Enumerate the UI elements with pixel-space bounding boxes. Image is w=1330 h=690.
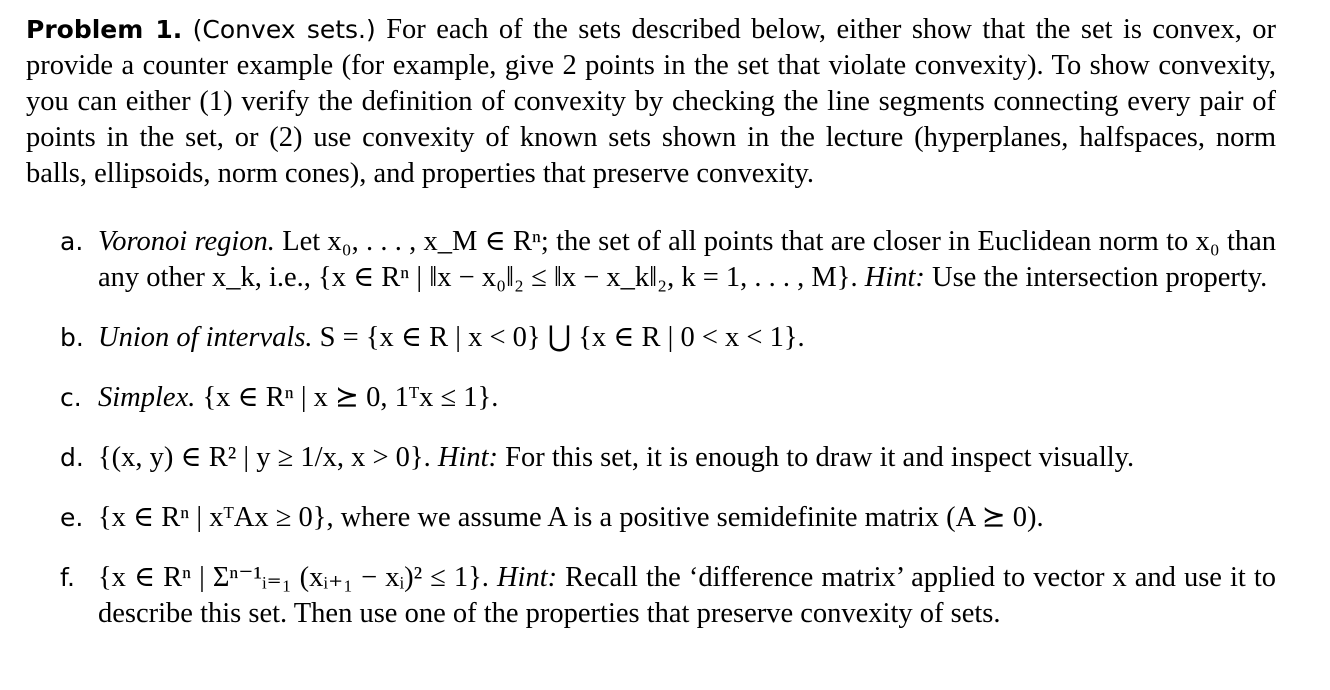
problem-item-b <box>26 320 1276 356</box>
item-marker: c. <box>60 383 82 412</box>
problem-document <box>26 12 1276 632</box>
item-title: Simplex. <box>98 382 196 413</box>
item-title: Voronoi region. <box>98 226 275 257</box>
item-hint: For this set, it is enough to draw it and inspect visually. <box>505 442 1135 473</box>
problem-item-a <box>26 224 1276 296</box>
problem-topic: (Convex sets.) <box>192 15 376 44</box>
item-statement: {(x, y) ∈ R² | y ≥ 1/x, x > 0}. <box>98 442 431 473</box>
item-marker: e. <box>60 503 84 532</box>
problem-item-d <box>26 440 1276 476</box>
item-hint: Use the intersection property. <box>932 262 1268 293</box>
item-hint: Recall the ‘difference matrix’ applied to vector x and use it to describe this set. Then use one of the properties that preserve convexity of sets. <box>98 562 1277 629</box>
item-statement: {x ∈ Rⁿ | Σⁿ⁻¹ᵢ₌₁ (xᵢ₊₁ − xᵢ)² ≤ 1}. <box>98 562 489 593</box>
problem-items-list <box>26 224 1276 632</box>
item-statement: S = {x ∈ R | x < 0} ⋃ {x ∈ R | 0 < x < 1}. <box>319 322 805 353</box>
item-marker: f. <box>60 563 75 592</box>
item-marker: b. <box>60 323 84 352</box>
item-statement: {x ∈ Rⁿ | x ⪰ 0, 1ᵀx ≤ 1}. <box>202 382 499 413</box>
item-marker: d. <box>60 443 84 472</box>
item-hint-label: Hint: <box>864 262 925 293</box>
item-title: Union of intervals. <box>98 322 313 353</box>
problem-item-c <box>26 380 1276 416</box>
item-hint-label: Hint: <box>496 562 558 593</box>
problem-intro-text: For each of the sets described below, either show that the set is convex, or provide a counter example (for example, give 2 points in the set that violate convexity). To show convexity, you can either (1) verify the definition of convexity by checking the line segments connecting every pair of points in the set, or (2) use convexity of known sets shown in the lecture (hyperplanes, halfspaces, norm balls, ellipsoids, norm cones), and properties that preserve convexity. <box>26 14 1277 189</box>
item-hint-label: Hint: <box>437 442 499 473</box>
problem-heading: Problem 1. <box>26 15 183 44</box>
problem-intro-paragraph <box>26 12 1276 192</box>
item-statement: Let x₀, . . . , x_M ∈ Rⁿ; the set of all points that are closer in Euclidean norm to x₀ than any other x_k, i.e., {x ∈ Rⁿ | ‖x − x₀‖₂ ≤ ‖x − x_k‖₂, k = 1, . . . , M}. <box>98 226 1277 293</box>
problem-item-f <box>26 560 1276 632</box>
problem-item-e <box>26 500 1276 536</box>
item-statement: {x ∈ Rⁿ | xᵀAx ≥ 0}, where we assume A is a positive semidefinite matrix (A ⪰ 0). <box>98 502 1044 533</box>
item-marker: a. <box>60 227 84 256</box>
